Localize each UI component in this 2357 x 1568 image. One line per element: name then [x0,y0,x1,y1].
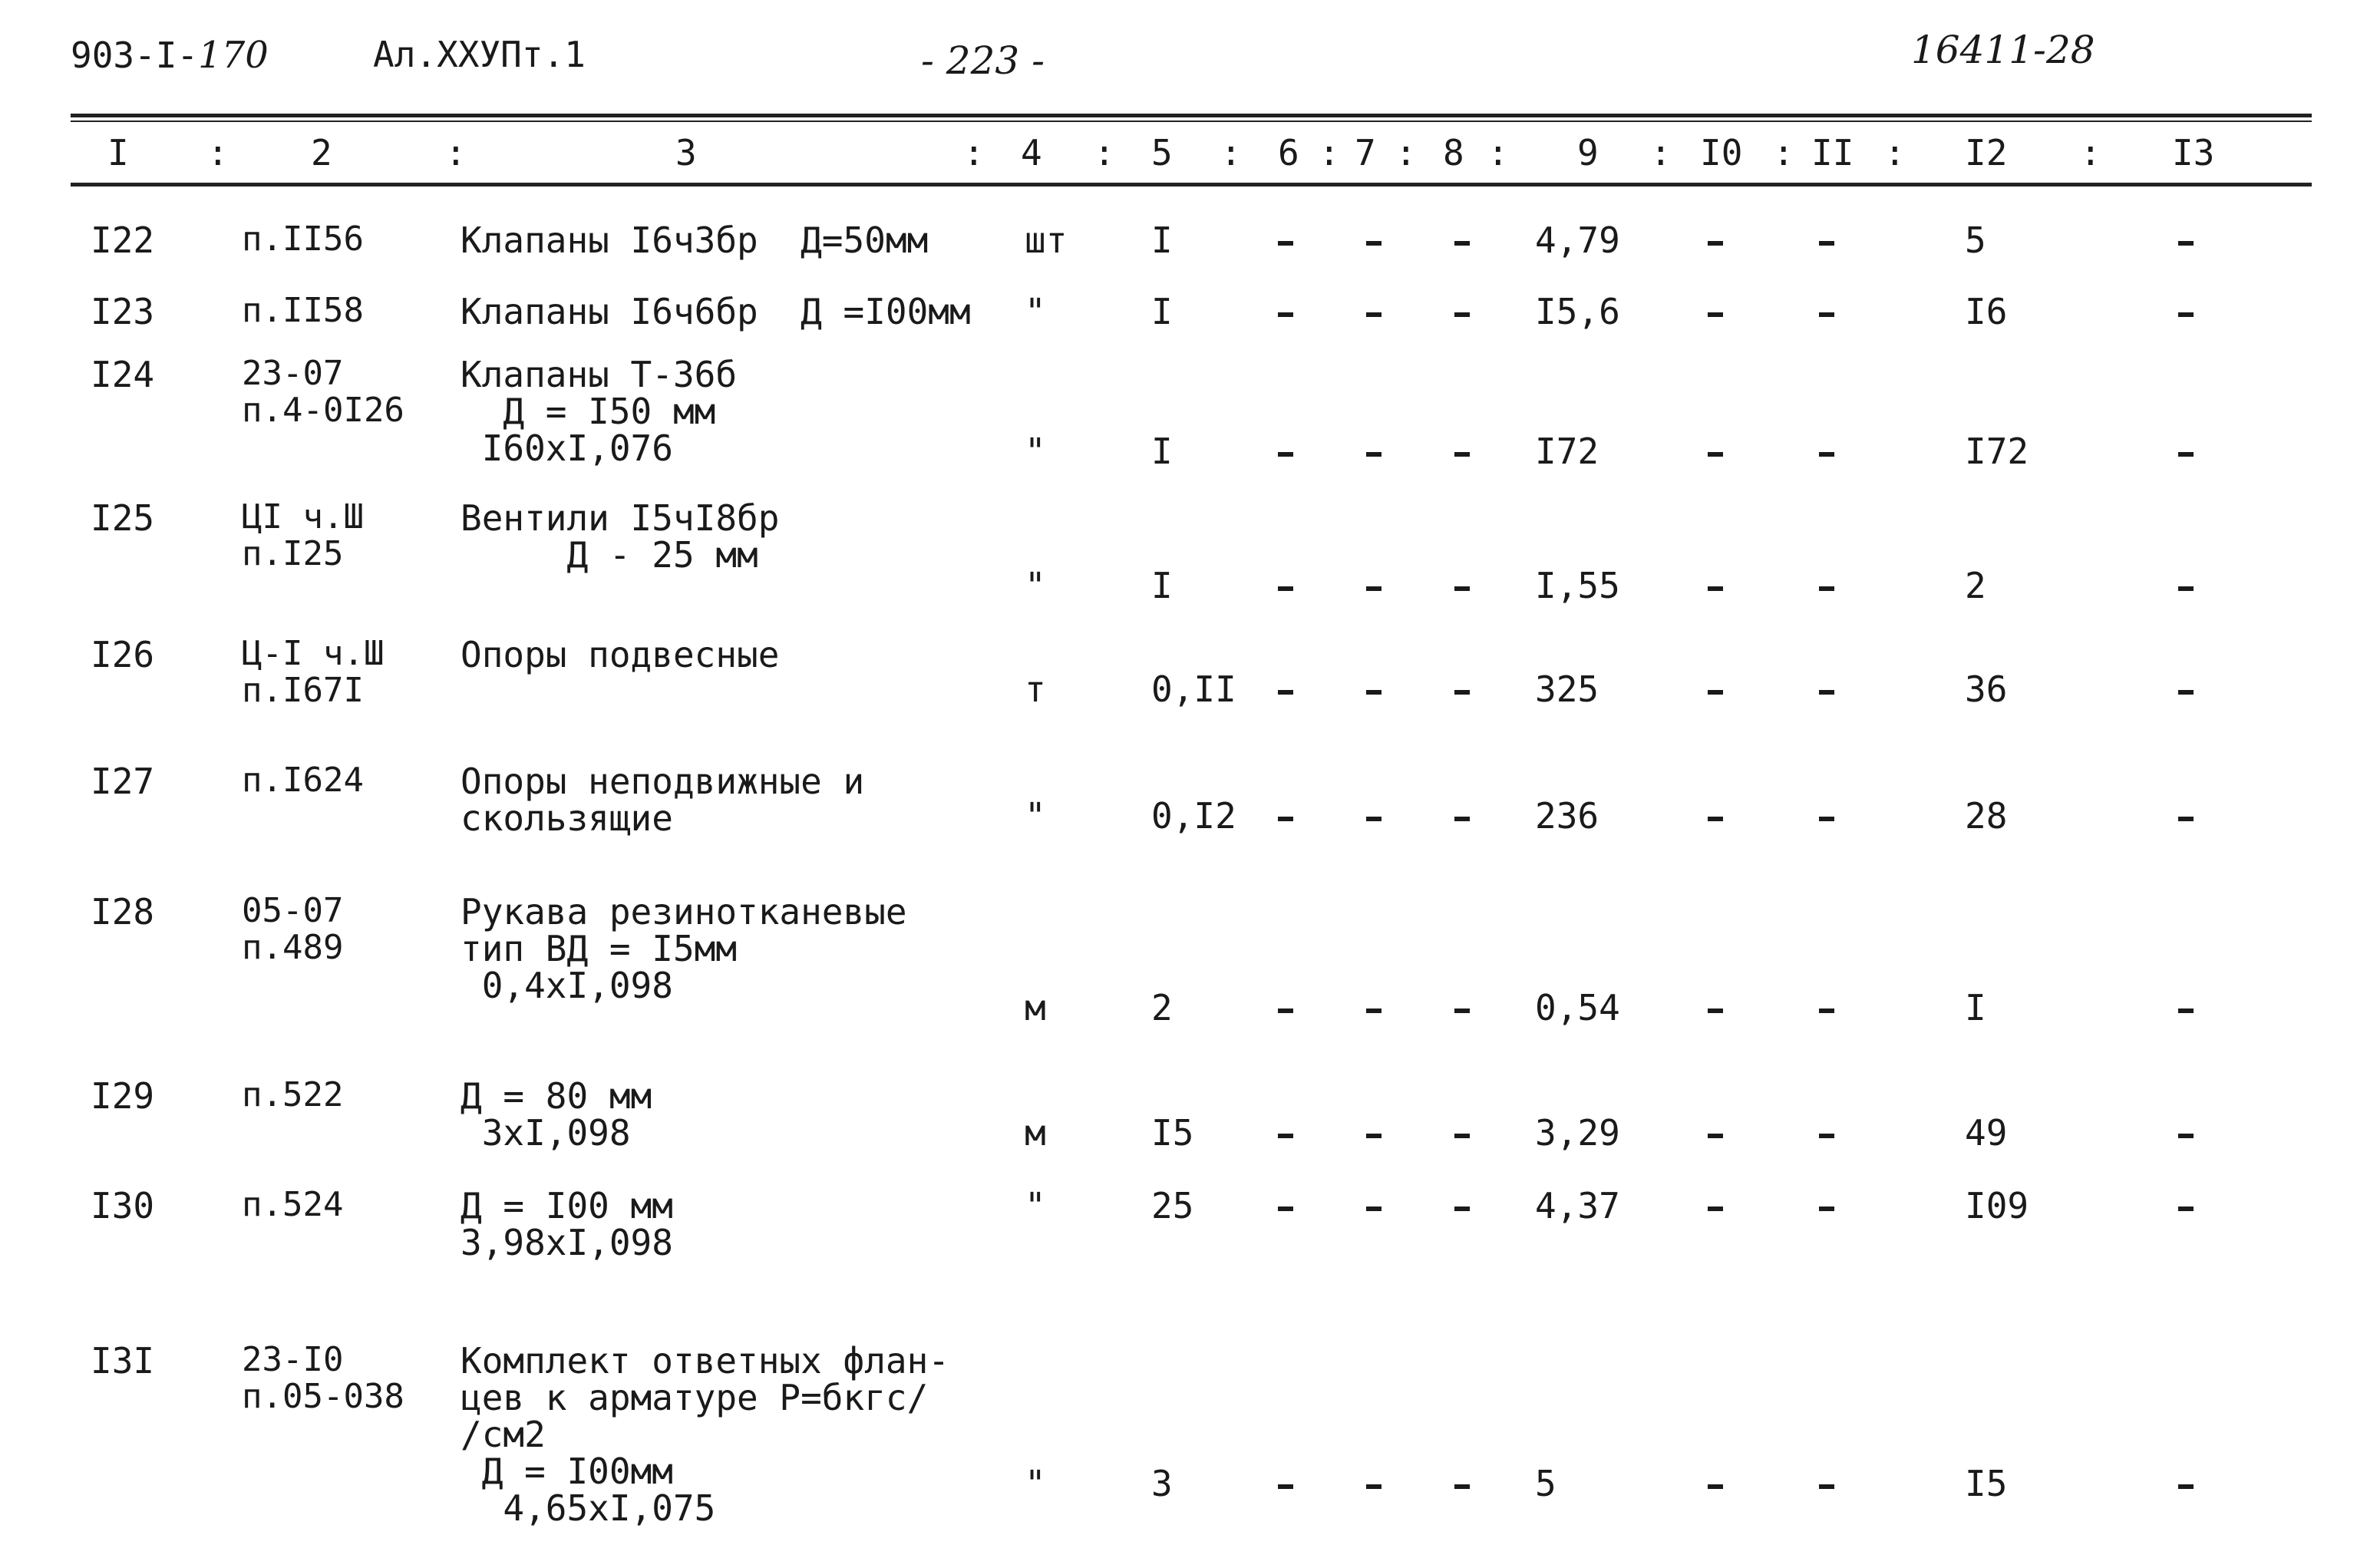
row-col8 [1454,1004,1470,1016]
row-col8 [1454,1129,1470,1141]
row-description: скользящие [461,797,673,839]
row-col6-mark [1278,1134,1293,1138]
row-description: Опоры подвесные [461,634,780,675]
col-header-11: II [1811,132,1854,173]
doc-code [71,34,269,77]
row-quantity: 2 [1151,987,1173,1028]
row-total: I5 [1965,1463,2008,1504]
row-col10-mark [1708,312,1723,317]
row-col11-mark [1819,1484,1834,1489]
col-sep: : [1487,132,1509,173]
row-quantity: I [1151,291,1173,332]
row-col13 [2178,1202,2194,1214]
row-col13-mark [2178,817,2194,821]
row-number: I26 [91,634,155,675]
row-col13-mark [2178,452,2194,457]
row-reference: 05-07 [242,891,344,930]
row-col11-mark [1819,452,1834,457]
col-sep: : [207,132,229,173]
row-col8-mark [1454,586,1470,591]
row-col13-mark [2178,312,2194,317]
row-col7-mark [1366,586,1382,591]
row-col8 [1454,447,1470,460]
row-total: 2 [1965,565,1986,606]
row-col6 [1278,1202,1293,1214]
row-col6-mark [1278,452,1293,457]
row-col7 [1366,236,1382,249]
col-sep: : [1395,132,1417,173]
row-col6-mark [1278,1207,1293,1211]
row-description: Д = 80 мм [461,1075,652,1117]
row-unit-price: I72 [1535,431,1599,472]
row-col11 [1819,812,1834,824]
row-col7 [1366,1004,1382,1016]
row-number: I22 [91,220,155,261]
row-col13 [2178,447,2194,460]
col-sep: : [1319,132,1340,173]
row-col8-mark [1454,1484,1470,1489]
row-col13-mark [2178,1207,2194,1211]
row-col13-mark [2178,1484,2194,1489]
page-number: - 223 - [921,38,1045,83]
col-header-4: 4 [1021,132,1042,173]
col-sep: : [1650,132,1672,173]
row-col10-mark [1708,690,1723,695]
row-col11 [1819,447,1834,460]
row-col8 [1454,1202,1470,1214]
row-col11 [1819,685,1834,698]
row-col7-mark [1366,241,1382,246]
col-header-3: 3 [675,132,697,173]
row-unit-price: 4,79 [1535,220,1620,261]
doc-code-prefix: 903-I- [71,35,199,76]
col-sep: : [2080,132,2101,173]
row-col11 [1819,1202,1834,1214]
row-col13 [2178,582,2194,594]
row-description: /см2 [461,1414,546,1455]
row-col11-mark [1819,817,1834,821]
row-col7 [1366,1480,1382,1492]
row-col7 [1366,582,1382,594]
document-number: 16411-28 [1911,28,2095,72]
row-col6-mark [1278,586,1293,591]
row-col6 [1278,447,1293,460]
row-col7 [1366,685,1382,698]
row-col8-mark [1454,1134,1470,1138]
row-description: Клапаны Т-36б [461,354,738,395]
row-col10 [1708,1480,1723,1492]
row-col11 [1819,1004,1834,1016]
row-col13 [2178,308,2194,320]
row-col13-mark [2178,586,2194,591]
row-quantity: I [1151,431,1173,472]
row-reference: п.I67I [242,671,364,710]
row-reference: п.522 [242,1075,344,1114]
col-header-12: I2 [1965,132,2008,173]
row-col6 [1278,582,1293,594]
row-number: I27 [91,761,155,802]
col-sep: : [1094,132,1115,173]
row-col10-mark [1708,1134,1723,1138]
row-col8 [1454,812,1470,824]
row-col8-mark [1454,817,1470,821]
row-col8-mark [1454,690,1470,695]
row-description: 0,4xI,098 [461,965,673,1006]
col-header-6: 6 [1278,132,1299,173]
row-col10 [1708,447,1723,460]
row-description: 3,98xI,098 [461,1222,673,1263]
row-col13 [2178,1004,2194,1016]
row-col8-mark [1454,241,1470,246]
col-header-2: 2 [311,132,332,173]
row-col7 [1366,308,1382,320]
row-col11-mark [1819,241,1834,246]
row-col7-mark [1366,817,1382,821]
row-reference: 23-07 [242,354,344,393]
row-unit: " [1025,431,1046,472]
row-reference: п.I25 [242,534,344,573]
row-unit: " [1025,1185,1046,1226]
row-total: 49 [1965,1112,2008,1154]
row-col6-mark [1278,690,1293,695]
row-unit-price: I5,6 [1535,291,1620,332]
row-col7-mark [1366,690,1382,695]
row-col10 [1708,1004,1723,1016]
row-reference: п.489 [242,928,344,967]
row-col13 [2178,812,2194,824]
row-col8 [1454,685,1470,698]
row-col10 [1708,308,1723,320]
row-total: 28 [1965,795,2008,837]
row-col6 [1278,308,1293,320]
col-sep: : [445,132,467,173]
row-col11 [1819,582,1834,594]
row-unit: м [1025,1112,1046,1154]
row-description: Комплект ответных флан- [461,1340,949,1381]
col-sep: : [963,132,985,173]
row-description: Д = I00мм [461,1451,673,1492]
row-description: Д - 25 мм [461,534,758,576]
row-quantity: 0,II [1151,668,1236,710]
row-col11 [1819,1129,1834,1141]
row-col13-mark [2178,1008,2194,1013]
row-col10 [1708,1202,1723,1214]
album-label: Ал.XXУПт.1 [373,34,586,75]
row-reference: п.I624 [242,761,364,800]
row-unit-price: 0,54 [1535,987,1620,1028]
row-col13-mark [2178,690,2194,695]
col-header-1: I [107,132,129,173]
row-unit: " [1025,291,1046,332]
row-col10 [1708,236,1723,249]
row-col11-mark [1819,1207,1834,1211]
row-quantity: 3 [1151,1463,1173,1504]
row-col13 [2178,1129,2194,1141]
row-col8 [1454,236,1470,249]
row-number: I24 [91,354,155,395]
row-col11-mark [1819,586,1834,591]
col-header-5: 5 [1151,132,1173,173]
row-unit-price: 236 [1535,795,1599,837]
row-total: I72 [1965,431,2029,472]
row-col13 [2178,1480,2194,1492]
col-header-9: 9 [1577,132,1599,173]
row-col11-mark [1819,1008,1834,1013]
row-col11 [1819,236,1834,249]
row-reference: 23-I0 [242,1340,344,1379]
row-description: Опоры неподвижные и [461,761,865,802]
row-col8 [1454,308,1470,320]
row-col7 [1366,812,1382,824]
row-col7-mark [1366,1008,1382,1013]
row-total: I [1965,987,1986,1028]
row-col6-mark [1278,241,1293,246]
row-number: I30 [91,1185,155,1226]
row-col7 [1366,1129,1382,1141]
row-description: Д = I50 мм [461,391,716,432]
row-col8-mark [1454,452,1470,457]
row-quantity: I [1151,565,1173,606]
row-description: Клапаны I6ч6бр Д =I00мм [461,291,971,332]
row-reference: ЦI ч.Ш [242,497,364,536]
row-col10-mark [1708,817,1723,821]
row-col13-mark [2178,241,2194,246]
col-header-13: I3 [2172,132,2215,173]
row-reference: п.II56 [242,220,364,259]
row-number: I29 [91,1075,155,1117]
row-col11-mark [1819,690,1834,695]
row-col6 [1278,1480,1293,1492]
row-reference: Ц-I ч.Ш [242,634,385,673]
row-reference: п.II58 [242,291,364,330]
row-reference: п.05-038 [242,1377,404,1416]
header-bottom-rule [71,183,2312,187]
row-description: Д = I00 мм [461,1185,673,1226]
row-col6 [1278,812,1293,824]
row-col7-mark [1366,1207,1382,1211]
row-description: Клапаны I6ч3бр Д=50мм [461,220,929,261]
row-col10-mark [1708,1008,1723,1013]
row-description: Вентили I5чI8бр [461,497,780,539]
row-col10-mark [1708,586,1723,591]
row-col13 [2178,236,2194,249]
row-unit: шт [1025,220,1068,261]
row-col6-mark [1278,1008,1293,1013]
row-description: цев к арматуре Р=бкгс/ [461,1377,929,1418]
row-description: 4,65xI,075 [461,1487,716,1529]
row-total: 5 [1965,220,1986,261]
col-header-10: I0 [1700,132,1743,173]
row-col13 [2178,685,2194,698]
row-unit-price: 3,29 [1535,1112,1620,1154]
row-reference: п.4-0I26 [242,391,404,430]
row-quantity: I [1151,220,1173,261]
row-description: Рукава резинотканевые [461,891,907,933]
col-header-8: 8 [1443,132,1464,173]
row-unit: т [1025,668,1046,710]
row-col10-mark [1708,452,1723,457]
row-col7-mark [1366,312,1382,317]
row-unit-price: I,55 [1535,565,1620,606]
row-col6 [1278,685,1293,698]
row-number: I23 [91,291,155,332]
row-unit: м [1025,987,1046,1028]
row-total: 36 [1965,668,2008,710]
row-col8-mark [1454,1207,1470,1211]
row-col8 [1454,1480,1470,1492]
row-description: 3xI,098 [461,1112,631,1154]
row-quantity: 25 [1151,1185,1194,1226]
row-col13-mark [2178,1134,2194,1138]
row-col10 [1708,685,1723,698]
row-col8-mark [1454,312,1470,317]
top-rule-thin [71,120,2312,122]
row-unit-price: 5 [1535,1463,1556,1504]
doc-code-handwritten: 170 [198,34,269,77]
row-number: I28 [91,891,155,933]
col-sep: : [1773,132,1794,173]
col-sep: : [1884,132,1906,173]
row-unit-price: 325 [1535,668,1599,710]
row-col8 [1454,582,1470,594]
row-col10-mark [1708,241,1723,246]
row-description: I60xI,076 [461,427,673,469]
row-total: I09 [1965,1185,2029,1226]
row-col11-mark [1819,1134,1834,1138]
row-unit-price: 4,37 [1535,1185,1620,1226]
row-description: тип ВД = I5мм [461,928,738,969]
row-col8-mark [1454,1008,1470,1013]
row-number: I3I [91,1340,155,1381]
row-col11 [1819,308,1834,320]
top-rule [71,114,2312,117]
row-col7 [1366,447,1382,460]
row-col6-mark [1278,312,1293,317]
row-col10 [1708,582,1723,594]
row-col6-mark [1278,1484,1293,1489]
row-col10-mark [1708,1484,1723,1489]
row-col11 [1819,1480,1834,1492]
row-unit: " [1025,1463,1046,1504]
row-col7-mark [1366,1484,1382,1489]
row-quantity: I5 [1151,1112,1194,1154]
row-col10 [1708,812,1723,824]
row-col6 [1278,1004,1293,1016]
row-unit: " [1025,795,1046,837]
row-reference: п.524 [242,1185,344,1224]
row-col6 [1278,1129,1293,1141]
row-col6 [1278,236,1293,249]
row-col7 [1366,1202,1382,1214]
col-sep: : [1220,132,1242,173]
row-unit: " [1025,565,1046,606]
row-total: I6 [1965,291,2008,332]
row-col7-mark [1366,1134,1382,1138]
row-col7-mark [1366,452,1382,457]
row-col11-mark [1819,312,1834,317]
row-number: I25 [91,497,155,539]
row-col10 [1708,1129,1723,1141]
row-quantity: 0,I2 [1151,795,1236,837]
row-col6-mark [1278,817,1293,821]
row-col10-mark [1708,1207,1723,1211]
col-header-7: 7 [1355,132,1376,173]
